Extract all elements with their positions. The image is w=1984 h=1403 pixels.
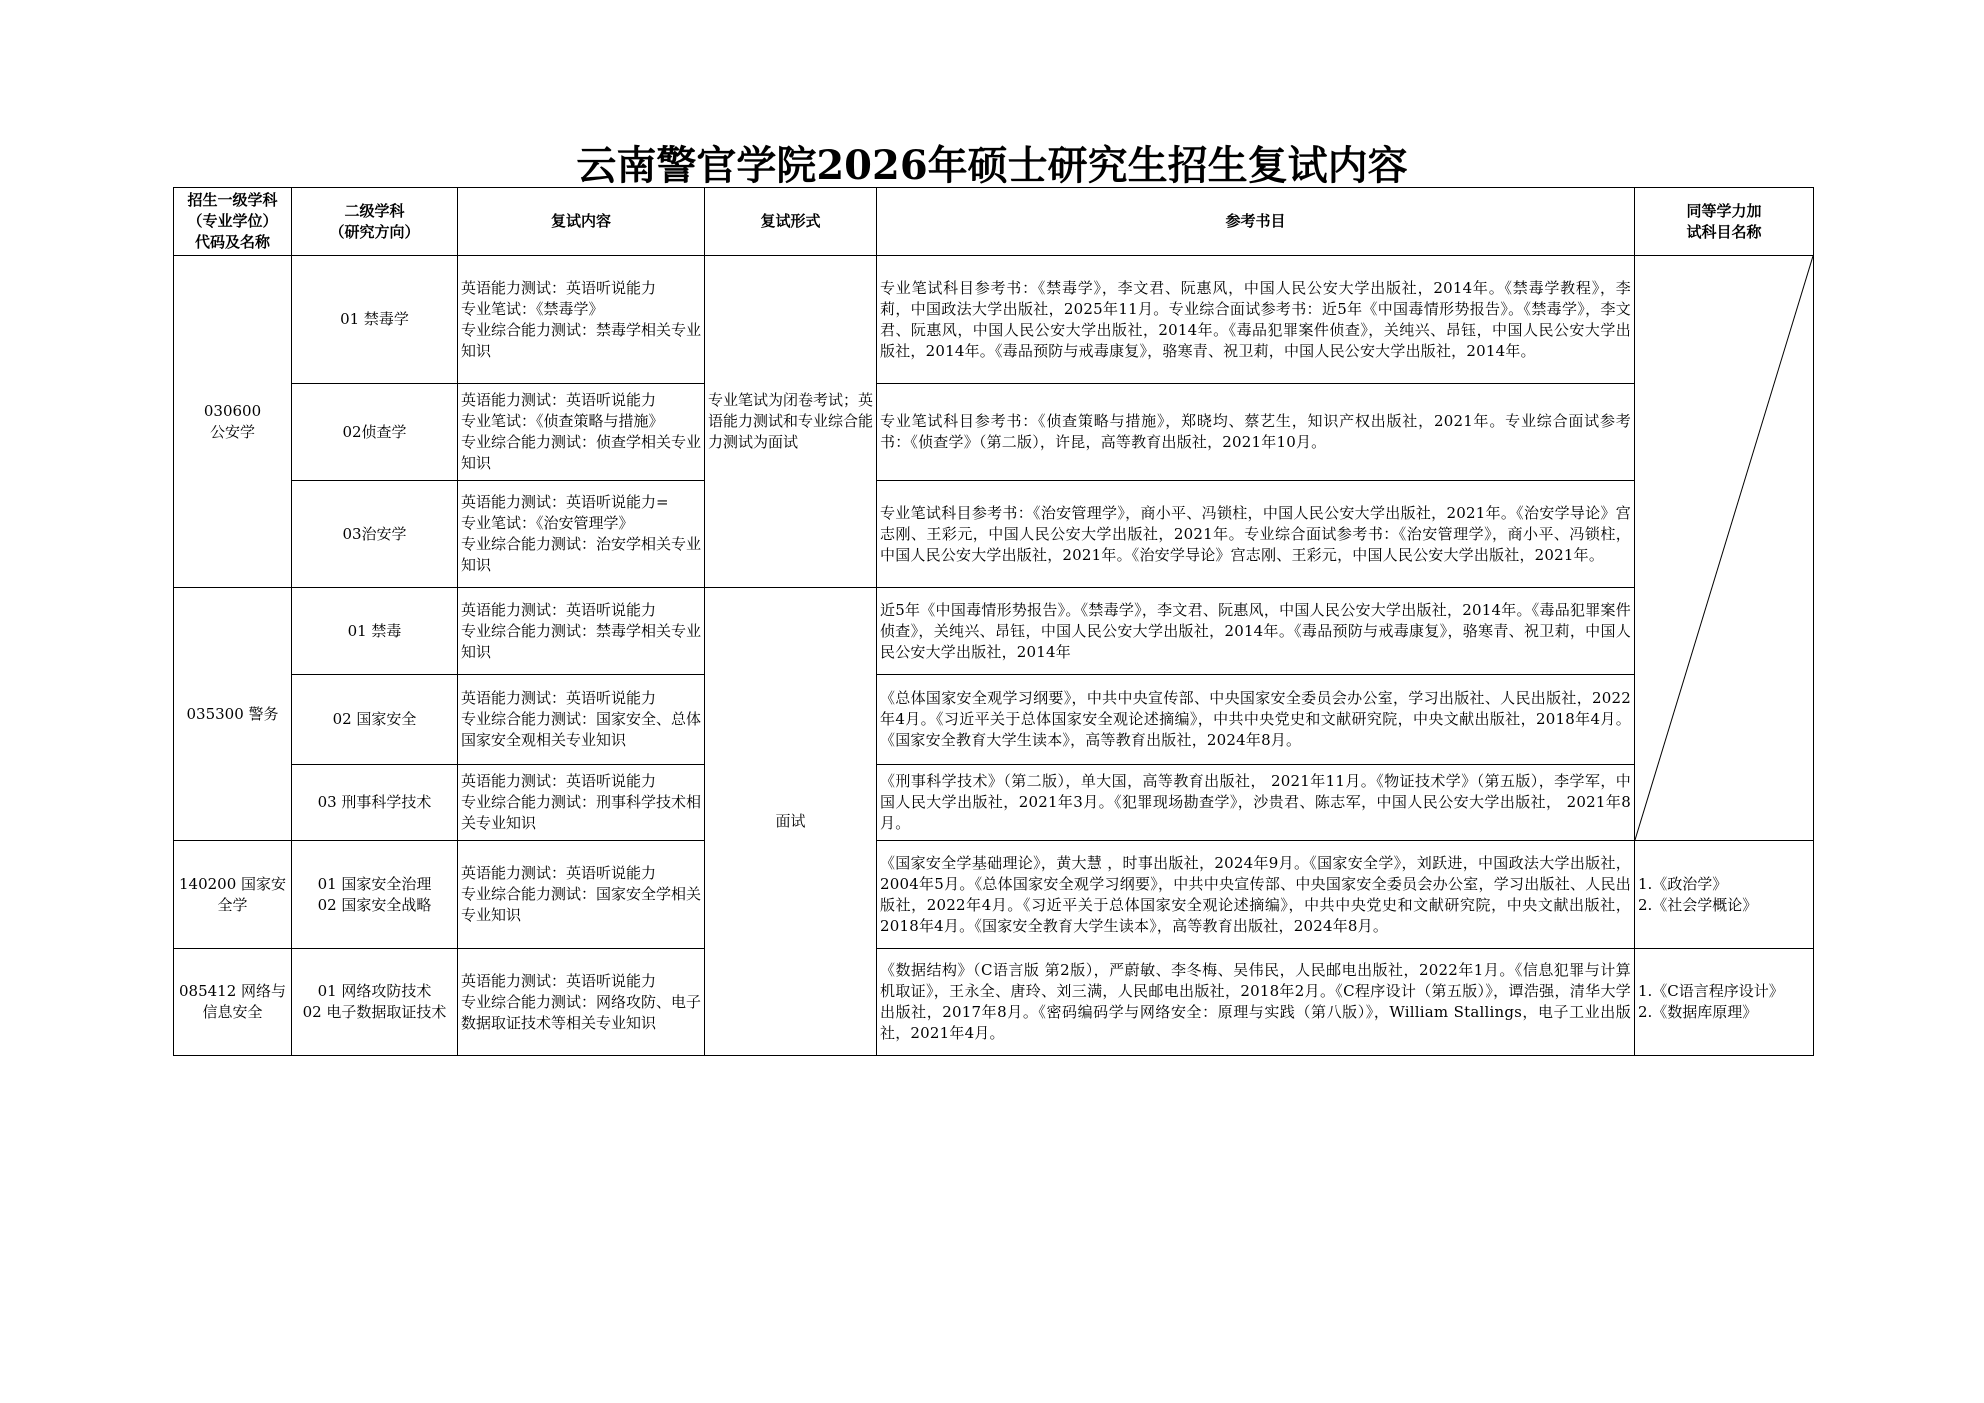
content-cell: 英语能力测试：英语听说能力 专业综合能力测试：国家安全学相关专业知识 — [458, 841, 705, 949]
form-cell-written: 专业笔试为闭卷考试；英语能力测试和专业综合能力测试为面试 — [705, 256, 877, 588]
extra-cell: 1.《政治学》 2.《社会学概论》 — [1635, 841, 1814, 949]
direction-cell: 03 刑事科学技术 — [292, 765, 458, 841]
table-row — [174, 256, 1814, 384]
content-cell: 英语能力测试：英语听说能力 专业笔试：《禁毒学》 专业综合能力测试：禁毒学相关专业知识 — [458, 256, 705, 384]
header-form: 复试形式 — [705, 188, 877, 256]
header-books: 参考书目 — [877, 188, 1635, 256]
books-cell: 《刑事科学技术》（第二版），单大国，高等教育出版社， 2021年11月。《物证技术学》（第五版），李学军，中国人民大学出版社，2021年3月。《犯罪现场勘查学》，沙贵君、陈志军，中国人民公安大学出版社， 2021年8月。 — [877, 765, 1635, 841]
header-content: 复试内容 — [458, 188, 705, 256]
header-row — [174, 188, 1814, 256]
content-cell: 英语能力测试：英语听说能力= 专业笔试：《治安管理学》 专业综合能力测试：治安学相关专业知识 — [458, 481, 705, 588]
page-title: 云南警官学院2026年硕士研究生招生复试内容 — [576, 142, 1408, 189]
table-row — [174, 765, 1814, 841]
diagonal-slash-icon — [1635, 256, 1813, 840]
direction-cell: 01 禁毒 — [292, 588, 458, 675]
books-cell: 近5年《中国毒情形势报告》。《禁毒学》，李文君、阮惠风，中国人民公安大学出版社，2014年。《毒品犯罪案件侦查》，关纯兴、昂钰，中国人民公安大学出版社，2014年。《毒品预防与戒毒康复》，骆寒青、祝卫莉，中国人民公安大学出版社，2014年 — [877, 588, 1635, 675]
extra-cell: 1.《C语言程序设计》 2.《数据库原理》 — [1635, 949, 1814, 1056]
content-cell: 英语能力测试：英语听说能力 专业笔试：《侦查策略与措施》 专业综合能力测试：侦查学相关专业知识 — [458, 384, 705, 481]
direction-cell: 01 禁毒学 — [292, 256, 458, 384]
header-direction: 二级学科 （研究方向） — [292, 188, 458, 256]
books-cell: 专业笔试科目参考书：《治安管理学》，商小平、冯锁柱，中国人民公安大学出版社，2021年。《治安学导论》宫志刚、王彩元，中国人民公安大学出版社，2021年。专业综合面试参考书：《治安管理学》，商小平、冯锁柱，中国人民公安大学出版社，2021年。《治安学导论》宫志刚、王彩元，中国人民公安大学出版社，2021年。 — [877, 481, 1635, 588]
direction-cell: 02侦查学 — [292, 384, 458, 481]
form-cell-interview: 面试 — [705, 588, 877, 1056]
books-cell: 《数据结构》（C语言版 第2版），严蔚敏、李冬梅、吴伟民，人民邮电出版社，2022年1月。《信息犯罪与计算机取证》，王永全、唐玲、刘三满，人民邮电出版社，2018年2月。《C程序设计（第五版）》，谭浩强，清华大学出版社，2017年8月。《密码编码学与网络安全：原理与实践（第八版）》，William Stallings，电子工业出版社，2021年4月。 — [877, 949, 1635, 1056]
table-row — [174, 481, 1814, 588]
header-discipline: 招生一级学科 （专业学位） 代码及名称 — [174, 188, 292, 256]
table-row — [174, 949, 1814, 1056]
content-cell: 英语能力测试：英语听说能力 专业综合能力测试：禁毒学相关专业知识 — [458, 588, 705, 675]
books-cell: 专业笔试科目参考书：《禁毒学》，李文君、阮惠风，中国人民公安大学出版社，2014年。《禁毒学教程》，李莉，中国政法大学出版社，2025年11月。专业综合面试参考书：近5年《中国毒情形势报告》。《禁毒学》，李文君、阮惠风，中国人民公安大学出版社，2014年。《毒品犯罪案件侦查》，关纯兴、昂钰，中国人民公安大学出版社，2014年。《毒品预防与戒毒康复》，骆寒青、祝卫莉，中国人民公安大学出版社，2014年。 — [877, 256, 1635, 384]
admission-table — [173, 187, 1814, 1056]
direction-cell: 01 国家安全治理 02 国家安全战略 — [292, 841, 458, 949]
discipline-cell: 085412 网络与信息安全 — [174, 949, 292, 1056]
discipline-cell: 140200 国家安全学 — [174, 841, 292, 949]
table-row — [174, 588, 1814, 675]
books-cell: 《总体国家安全观学习纲要》，中共中央宣传部、中央国家安全委员会办公室，学习出版社、人民出版社，2022年4月。《习近平关于总体国家安全观论述摘编》，中共中央党史和文献研究院，中央文献出版社，2018年4月。《国家安全教育大学生读本》，高等教育出版社，2024年8月。 — [877, 675, 1635, 765]
content-cell: 英语能力测试：英语听说能力 专业综合能力测试：刑事科学技术相关专业知识 — [458, 765, 705, 841]
table-row — [174, 384, 1814, 481]
extra-cell-empty — [1635, 256, 1814, 841]
books-cell: 《国家安全学基础理论》，黄大慧 ，时事出版社，2024年9月。《国家安全学》，刘跃进，中国政法大学出版社，2004年5月。《总体国家安全观学习纲要》，中共中央宣传部、中央国家安全委员会办公室，学习出版社、人民出版社，2022年4月。《习近平关于总体国家安全观论述摘编》，中共中央党史和文献研究院，中央文献出版社，2018年4月。《国家安全教育大学生读本》，高等教育出版社，2024年8月。 — [877, 841, 1635, 949]
table-row — [174, 675, 1814, 765]
table-row — [174, 841, 1814, 949]
header-extra: 同等学力加 试科目名称 — [1635, 188, 1814, 256]
books-cell: 专业笔试科目参考书：《侦查策略与措施》，郑晓均、蔡艺生，知识产权出版社，2021年。专业综合面试参考书：《侦查学》（第二版），许昆，高等教育出版社，2021年10月。 — [877, 384, 1635, 481]
discipline-cell: 030600 公安学 — [174, 256, 292, 588]
discipline-cell: 035300 警务 — [174, 588, 292, 841]
direction-cell: 03治安学 — [292, 481, 458, 588]
direction-cell: 02 国家安全 — [292, 675, 458, 765]
content-cell: 英语能力测试：英语听说能力 专业综合能力测试：网络攻防、电子数据取证技术等相关专业知识 — [458, 949, 705, 1056]
content-cell: 英语能力测试：英语听说能力 专业综合能力测试：国家安全、总体国家安全观相关专业知识 — [458, 675, 705, 765]
direction-cell: 01 网络攻防技术 02 电子数据取证技术 — [292, 949, 458, 1056]
